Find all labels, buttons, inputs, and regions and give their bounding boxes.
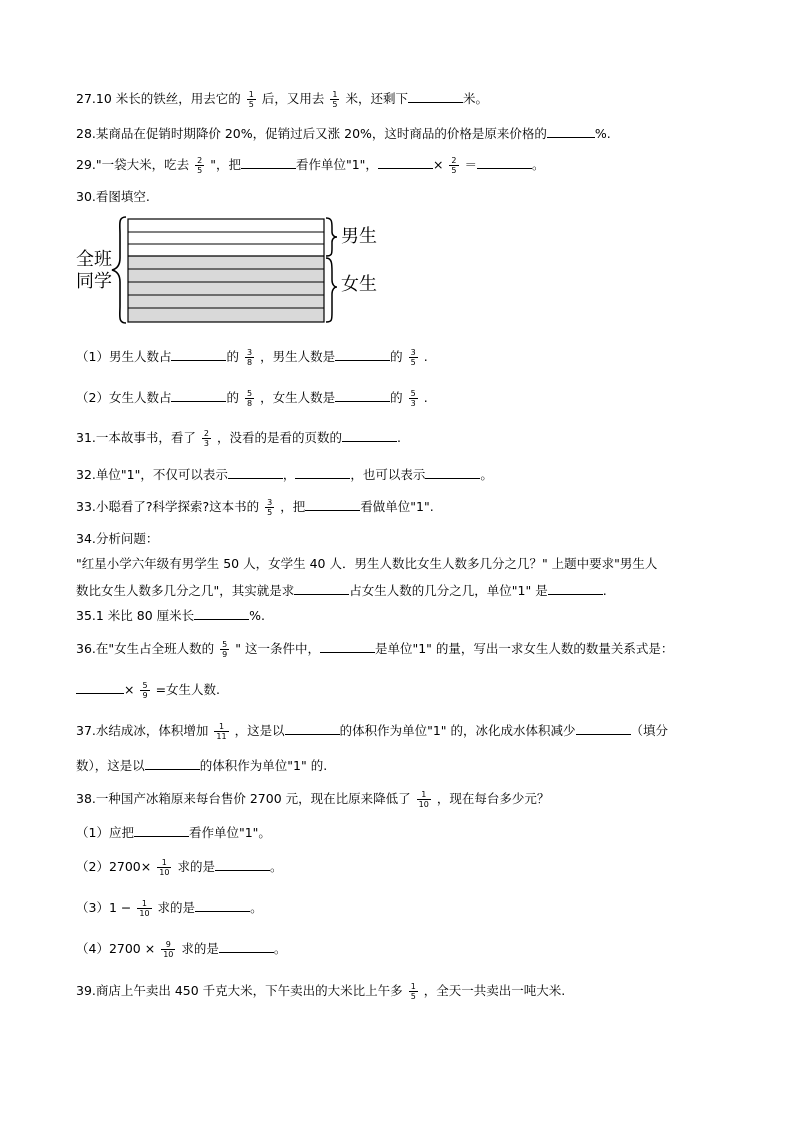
- answer-blank[interactable]: [335, 388, 390, 402]
- girl-rows-shading: [128, 256, 324, 322]
- answer-blank[interactable]: [215, 857, 270, 871]
- question-34-line-2: 数比女生人数多几分之几"，其实就是求 占女生人数的几分之几，单位"1" 是 .: [76, 583, 607, 598]
- boy-brace: [326, 218, 337, 256]
- fraction: $\frac{3}{8}$: [246, 348, 253, 367]
- question-30-part-1: （1）男生人数占 的 $\frac{3}{8}$ ，男生人数是 的 $\frac{3}{5}$ .: [76, 348, 428, 367]
- question-38-part-2: （2）2700× $\frac{1}{10}$ 求的是 。: [76, 858, 283, 877]
- question-37-line-2: 数），这是以 的体积作为单位"1" 的.: [76, 758, 328, 773]
- fraction: $\frac{3}{5}$: [410, 348, 416, 367]
- fraction: $\frac{1}{10}$: [418, 790, 429, 809]
- fraction: $\frac{1}{10}$: [159, 858, 170, 877]
- question-33: 33.小聪看了?科学探索?这本书的 $\frac{3}{5}$ ，把 看做单位"1".: [76, 498, 434, 517]
- question-38-part-3: （3）1 − $\frac{1}{10}$ 求的是 。: [76, 899, 263, 918]
- answer-blank[interactable]: [320, 639, 375, 653]
- fraction: $\frac{2}{5}$: [451, 156, 457, 175]
- fraction: $\frac{1}{11}$: [216, 722, 227, 741]
- answer-blank[interactable]: [294, 581, 349, 595]
- answer-blank[interactable]: [576, 721, 631, 735]
- answer-blank[interactable]: [145, 756, 200, 770]
- class-ratio-diagram: [76, 214, 396, 326]
- answer-blank[interactable]: [378, 155, 433, 169]
- answer-blank[interactable]: [425, 465, 480, 479]
- answer-blank[interactable]: [171, 388, 226, 402]
- question-34-line-1: "红星小学六年级有男学生 50 人，女学生 40 人．男生人数比女生人数多几分之几？" 上题中要求"男生人: [76, 556, 658, 571]
- answer-blank[interactable]: [295, 465, 350, 479]
- fraction: $\frac{5}{8}$: [246, 389, 253, 408]
- left-label-line1: 全班: [76, 249, 112, 270]
- fraction: $\frac{1}{5}$: [248, 90, 254, 109]
- fraction: $\frac{1}{5}$: [332, 90, 338, 109]
- fraction: $\frac{2}{3}$: [203, 429, 209, 448]
- answer-blank[interactable]: [285, 721, 340, 735]
- fraction: $\frac{9}{10}$: [163, 940, 174, 959]
- left-brace: [112, 217, 126, 323]
- answer-blank[interactable]: [195, 898, 250, 912]
- question-34-title: 34.分析问题：: [76, 531, 159, 546]
- question-30-part-2: （2）女生人数占 的 $\frac{5}{8}$ ，女生人数是 的 $\frac{5}{3}$ .: [76, 389, 428, 408]
- answer-blank[interactable]: [335, 347, 390, 361]
- answer-blank[interactable]: [76, 680, 124, 694]
- question-30-title: 30.看图填空.: [76, 189, 150, 204]
- fraction: $\frac{5}{9}$: [222, 640, 228, 659]
- boy-label: 男生: [341, 226, 377, 247]
- fraction: $\frac{3}{5}$: [267, 498, 273, 517]
- girl-brace: [326, 258, 337, 322]
- question-38: 38.一种国产冰箱原来每台售价 2700 元，现在比原来降低了 $\frac{1}{10}$ ，现在每台多少元？: [76, 790, 550, 809]
- girl-label: 女生: [341, 274, 377, 295]
- question-36: 36.在"女生占全班人数的 $\frac{5}{9}$ " 这一条件中， 是单位"1" 的量，写出一求女生人数的数量关系式是：: [76, 640, 674, 659]
- question-39: 39.商店上午卖出 450 千克大米，下午卖出的大米比上午多 $\frac{1}{5}$ ，全天一共卖出一吨大米.: [76, 982, 566, 1001]
- answer-blank[interactable]: [305, 497, 360, 511]
- answer-blank[interactable]: [219, 939, 274, 953]
- left-label-line2: 同学: [76, 271, 112, 292]
- fraction: $\frac{5}{3}$: [410, 389, 416, 408]
- question-35: 35.1 米比 80 厘米长 %.: [76, 608, 266, 623]
- question-29: 29."一袋大米，吃去 $\frac{2}{5}$ "，把 看作单位"1"， × $\frac{2}{5}$ ＝ 。: [76, 156, 545, 175]
- question-37: 37.水结成冰，体积增加 $\frac{1}{11}$ ，这是以 的体积作为单位"1" 的，冰化成水体积减少 （填分: [76, 722, 669, 741]
- question-36-line-2: × $\frac{5}{9}$ =女生人数.: [76, 680, 220, 700]
- answer-blank[interactable]: [194, 606, 249, 620]
- answer-blank[interactable]: [548, 581, 603, 595]
- question-31: 31.一本故事书，看了 $\frac{2}{3}$ ，没看的是看的页数的 .: [76, 429, 401, 448]
- question-28: 28.某商品在促销时期降价 20%，促销过后又涨 20%，这时商品的价格是原来价格的 %.: [76, 126, 611, 141]
- answer-blank[interactable]: [134, 823, 189, 837]
- question-38-part-4: （4）2700 × $\frac{9}{10}$ 求的是 。: [76, 940, 287, 959]
- fraction: $\frac{1}{5}$: [410, 982, 416, 1001]
- question-32: 32.单位"1"，不仅可以表示 ， ，也可以表示 。: [76, 467, 493, 482]
- answer-blank[interactable]: [241, 155, 296, 169]
- fraction: $\frac{1}{10}$: [139, 899, 150, 918]
- answer-blank[interactable]: [342, 428, 397, 442]
- question-27: 27.10 米长的铁丝，用去它的 $\frac{1}{5}$ 后，又用去 $\frac{1}{5}$ 米，还剩下 米。: [76, 90, 488, 109]
- question-38-part-1: （1）应把 看作单位"1"。: [76, 825, 271, 840]
- answer-blank[interactable]: [228, 465, 283, 479]
- fraction: $\frac{5}{9}$: [142, 681, 148, 700]
- answer-blank[interactable]: [408, 89, 463, 103]
- answer-blank[interactable]: [477, 155, 532, 169]
- answer-blank[interactable]: [547, 124, 595, 138]
- fraction: $\frac{2}{5}$: [197, 156, 203, 175]
- answer-blank[interactable]: [171, 347, 226, 361]
